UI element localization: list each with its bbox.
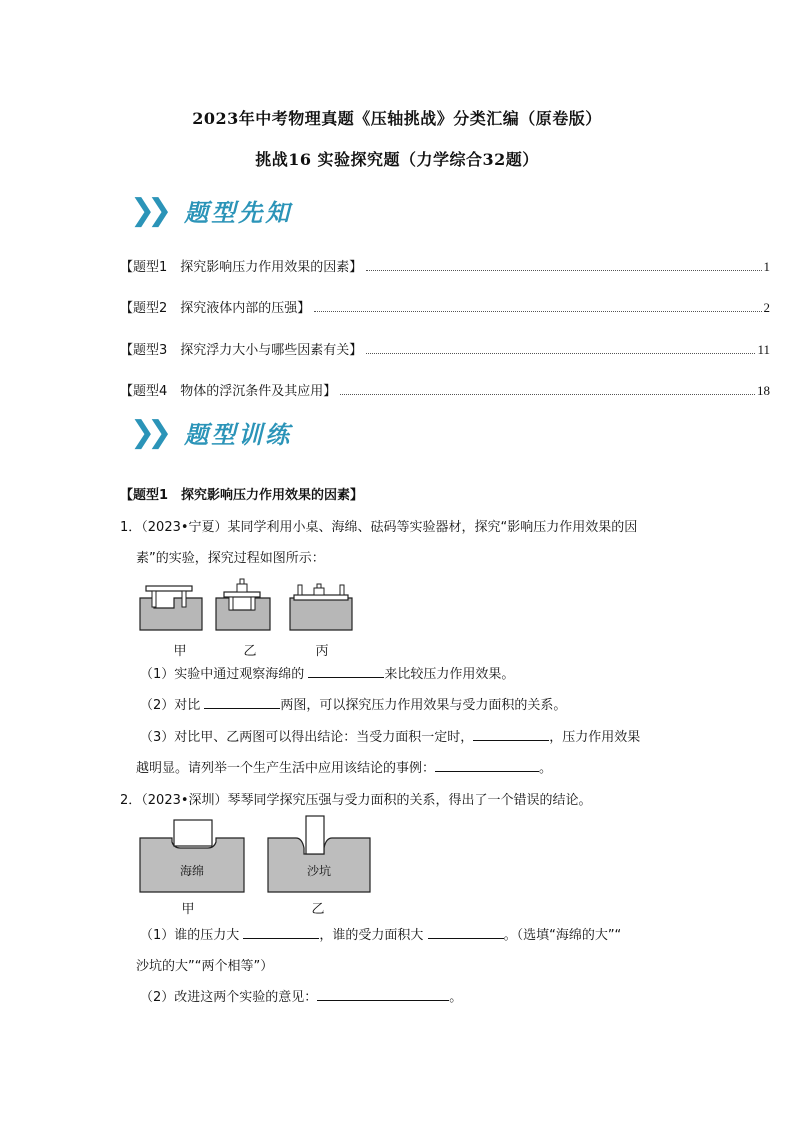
double-chevron-icon: ❯❯ — [130, 414, 165, 450]
q2-figure-sponge — [140, 820, 244, 892]
q1-part3-blank1[interactable] — [473, 728, 549, 741]
q1-part2-blank[interactable] — [204, 696, 280, 709]
toc-entry-label: 【题型4 物体的浮沉条件及其应用】 — [120, 384, 337, 399]
q1-fig-label-yi: 乙 — [243, 644, 257, 659]
q1-part2-pre: （2）对比 — [140, 698, 201, 713]
q2-part1-b: ，谁的受力面积大 — [319, 928, 424, 943]
q1-part1-post: 来比较压力作用效果。 — [384, 667, 515, 682]
toc-page-number: 2 — [763, 300, 770, 315]
q2-figure — [138, 814, 378, 894]
q1-figure-jia — [140, 586, 202, 630]
toc-entry-label: 【题型2 探究液体内部的压强】 — [120, 301, 311, 316]
q2-box-label-sand: 沙坑 — [306, 864, 332, 878]
document-subtitle: 挑战16 实验探究题（力学综合32题） — [255, 150, 539, 169]
q2-fig-label-yi: 乙 — [311, 902, 325, 917]
q1-figure-yi — [216, 579, 270, 630]
q1-part3b-post: 。 — [539, 761, 553, 776]
toc-entry-4[interactable] — [120, 380, 770, 399]
toc-page-number: 11 — [757, 342, 770, 357]
q2-figure-sandpit — [268, 816, 370, 892]
q2-part1-line2: 沙坑的大”“两个相等”） — [136, 959, 274, 974]
toc-entry-2[interactable] — [120, 297, 770, 316]
q1-part2 — [140, 695, 566, 717]
q1-fig-label-bing: 丙 — [315, 644, 329, 659]
q1-part3-pre: （3）对比甲、乙两图可以得出结论：当受力面积一定时， — [140, 730, 474, 745]
q2-part1 — [140, 925, 621, 947]
q1-fig-label-jia: 甲 — [173, 644, 187, 659]
section-heading: 【题型1 探究影响压力作用效果的因素】 — [120, 488, 364, 503]
banner-training-text: 题型训练 — [184, 420, 293, 449]
q2-part2-blank[interactable] — [317, 988, 449, 1001]
banner-training — [130, 414, 292, 450]
q1-part1-blank[interactable] — [308, 665, 384, 678]
q2-stem — [120, 790, 592, 812]
toc-entry-label: 【题型1 探究影响压力作用效果的因素】 — [120, 260, 363, 275]
q1-part1-pre: （1）实验中通过观察海绵的 — [140, 667, 305, 682]
q2-part1-blank1[interactable] — [243, 926, 319, 939]
q1-stem — [120, 517, 680, 539]
q1-part3-line2 — [136, 758, 552, 780]
q2-fig-label-jia: 甲 — [181, 902, 195, 917]
q1-stem-line1: （2023•宁夏）某同学利用小桌、海绵、砝码等实验器材，探究“影响压力作用效果的因 — [141, 520, 638, 535]
double-chevron-icon: ❯❯ — [130, 192, 165, 228]
q1-part1 — [140, 664, 514, 686]
banner-overview-text: 题型先知 — [184, 198, 293, 227]
q1-figure-bing — [290, 584, 352, 630]
q2-part1-a: （1）谁的压力大 — [140, 928, 240, 943]
toc-leader-dots — [340, 394, 755, 395]
toc-entry-1[interactable] — [120, 256, 770, 275]
q2-number: 2． — [120, 793, 142, 808]
q2-part2-pre: （2）改进这两个实验的意见： — [140, 990, 318, 1005]
q2-part2 — [140, 987, 462, 1009]
q1-stem-line2: 素”的实验，探究过程如图所示： — [136, 551, 325, 566]
q2-part2-post: 。 — [449, 990, 463, 1005]
q1-number: 1． — [120, 520, 142, 535]
q1-part3-post: ，压力作用效果 — [549, 730, 641, 745]
toc-entry-3[interactable] — [120, 339, 770, 358]
q2-box-label-sponge: 海绵 — [179, 864, 205, 878]
q1-part3-blank2[interactable] — [435, 759, 539, 772]
q1-part3 — [140, 727, 640, 749]
q2-part1-blank2[interactable] — [428, 926, 504, 939]
toc-entry-label: 【题型3 探究浮力大小与哪些因素有关】 — [120, 343, 363, 358]
q1-part3b-pre: 越明显。请列举一个生产生活中应用该结论的事例： — [136, 761, 436, 776]
toc-leader-dots — [366, 353, 755, 354]
toc-page-number: 1 — [763, 259, 770, 274]
toc-page-number: 18 — [757, 383, 770, 398]
q1-figure — [130, 574, 360, 636]
toc-leader-dots — [366, 270, 761, 271]
document-title: 2023年中考物理真题《压轴挑战》分类汇编（原卷版） — [192, 109, 602, 128]
q2-part1-c: 。（选填“海绵的大”“ — [503, 928, 622, 943]
q2-stem-text: （2023•深圳）琴琴同学探究压强与受力面积的关系，得出了一个错误的结论。 — [141, 793, 592, 808]
toc-leader-dots — [314, 311, 761, 312]
q1-part2-post: 两图，可以探究压力作用效果与受力面积的关系。 — [280, 698, 567, 713]
banner-overview — [130, 192, 292, 228]
